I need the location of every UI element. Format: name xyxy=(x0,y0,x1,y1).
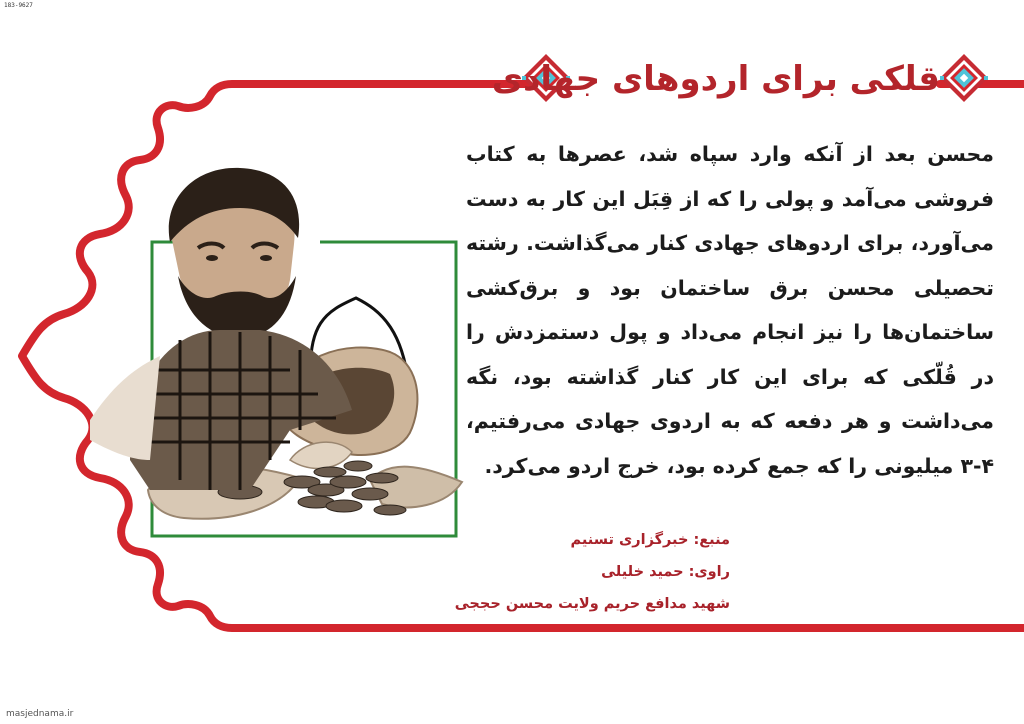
story-paragraph: محسن بعد از آنکه وارد سپاه شد، عصرها به کتاب فروشی می‌آمد و پولی را که از قِبَل این کار به دست می‌آورد، برای اردوهای جهادی کنار می‌گذاشت. رشته تحصیلی محسن برق ساختمان بود و برق‌کشی ساختمان‌ها را نیز انجام می‌داد و پول دستمزدش را در قُلّکی که برای این کار کنار گذاشته بود، نگه می‌داشت و هر دفعه که به اردوی جهادی می‌رفتیم، ۴-۳ میلیونی را که جمع کرده بود، خرج اردو می‌کرد. xyxy=(466,142,994,478)
page-title: قلکی برای اردوهای جهادی xyxy=(491,59,940,99)
martyr-name: شهید مدافع حریم ولایت محسن حججی xyxy=(454,596,730,612)
narrator-credit: راوی: حمید خلیلی xyxy=(601,564,730,580)
website-link[interactable]: masjednama.ir xyxy=(6,709,74,719)
page-code: 183-9627 xyxy=(4,2,33,9)
diamond-motif-icon xyxy=(938,52,990,104)
martyr-illustration xyxy=(90,160,470,550)
source-credit: منبع: خبرگزاری تسنیم xyxy=(570,532,730,548)
